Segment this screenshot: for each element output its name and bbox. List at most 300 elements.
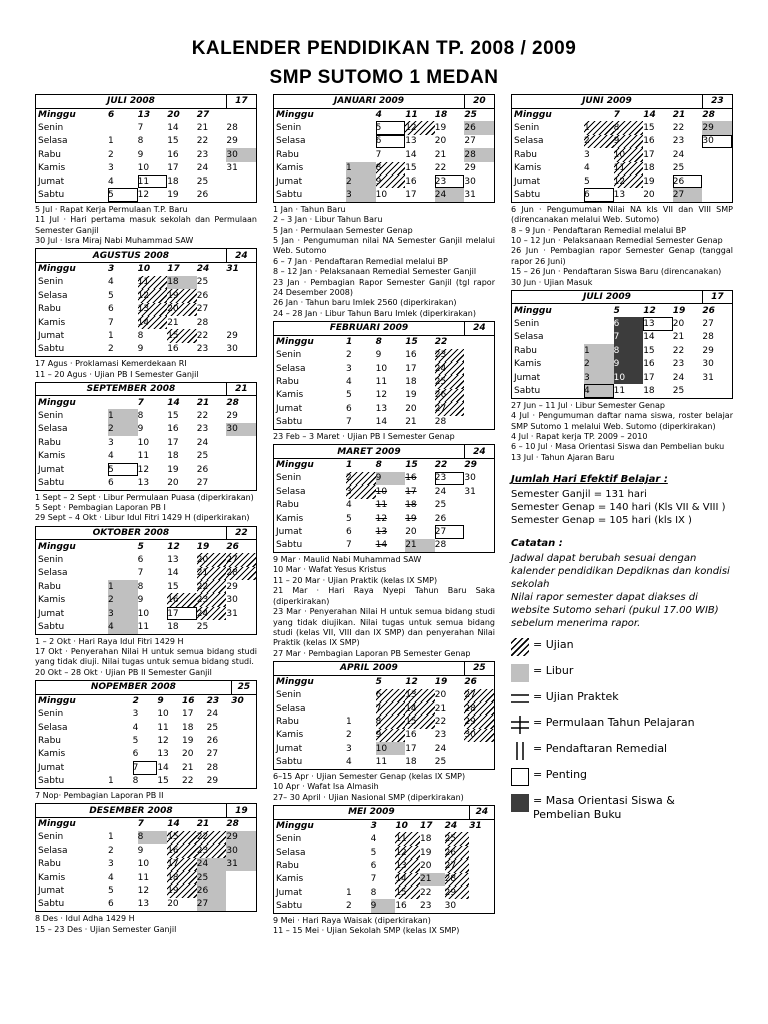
date-cell: 28 <box>226 819 239 830</box>
date-cell <box>226 108 256 121</box>
date-cell: 14 <box>167 819 180 830</box>
date-cell <box>584 108 614 121</box>
date-cell: 29 <box>226 331 238 341</box>
row-label-day: Kamis <box>514 163 542 174</box>
date-cell: 26 <box>206 736 219 747</box>
date-cell: 11 <box>157 722 169 733</box>
date-cell: 7 <box>137 397 144 408</box>
date-cell: 18 <box>405 500 417 511</box>
date-cell: 3 <box>108 437 114 448</box>
note-line: 5 Jul · Rapat Kerja Permulaan T.P. Baru <box>35 204 188 214</box>
date-cell: 6 <box>346 526 352 537</box>
date-cell: 23 <box>419 901 432 912</box>
date-cell: 12 <box>138 289 168 302</box>
month-title: FEBRUARI 2009 <box>274 322 464 335</box>
date-cell: 19 <box>643 176 655 187</box>
date-cell: 17 <box>167 858 197 871</box>
date-cell: 23 <box>435 175 465 188</box>
row-label-day: Rabu <box>38 736 61 747</box>
row-label-day: Kamis <box>38 749 66 760</box>
note-line: 15 – 23 Des · Ujian Semester Ganjil <box>35 924 177 934</box>
date-cell: 23 <box>672 359 685 370</box>
row-label-day: Sabtu <box>276 757 303 768</box>
note-line: 9 Mar · Maulid Nabi Muhammad SAW <box>273 555 422 565</box>
date-cell: 2 <box>346 472 376 485</box>
row-label-day: Jumat <box>514 372 541 383</box>
row-label-day: Kamis <box>38 163 66 174</box>
month-title: JULI 2008 <box>36 95 226 108</box>
date-cell: 2 <box>346 350 352 361</box>
date-cell <box>226 884 256 897</box>
date-cell: 23 <box>197 593 227 606</box>
note-line: 9 Mei · Hari Raya Waisak (diperkirakan) <box>273 915 431 925</box>
note-line: 1 Jan · Tahun Baru <box>273 204 346 214</box>
row-label-day: Selasa <box>38 568 68 579</box>
date-cell: 31 <box>464 486 476 497</box>
date-cell <box>231 734 256 747</box>
month-calendar <box>273 94 495 203</box>
date-cell: 2 <box>584 358 614 371</box>
month-notes <box>35 791 257 801</box>
date-cell: 19 <box>672 305 686 316</box>
date-cell: 13 <box>375 526 388 537</box>
notes-line: Jadwal dapat berubah sesuai dengan kalender pendidikan Depdiknas dan kondisi sekolah <box>511 553 730 591</box>
date-cell: 23 <box>206 696 220 707</box>
note-line: 5 Jan · Pengumuman nilai NA Semester Ganjil melalui Web. Sutomo <box>273 235 495 256</box>
column-middle <box>273 94 495 939</box>
row-label-day: Senin <box>514 123 540 134</box>
date-cell: 17 <box>167 264 180 275</box>
legend-label: = Ujian Praktek <box>533 690 619 704</box>
effective-days-count: 25 <box>231 681 256 694</box>
legend-item <box>511 768 733 786</box>
date-cell: 11 <box>137 451 150 462</box>
note-line: 6 Jun · Pengumuman Nilai NA kls VII dan VIII SMP (direncanakan melalui Web. Sutomo) <box>511 204 733 225</box>
month-calendar <box>511 94 733 203</box>
note-line: 11 – 20 Agus · Ujian PB I Semester Ganjil <box>35 369 199 379</box>
date-cell: 19 <box>405 390 417 401</box>
month-calendar <box>35 248 257 357</box>
date-cell: 7 <box>375 149 382 160</box>
date-cell: 17 <box>643 372 655 383</box>
row-label-day: Sabtu <box>38 477 65 488</box>
date-cell: 31 <box>469 821 482 832</box>
date-cell <box>346 135 376 148</box>
date-cell: 11 <box>137 621 150 632</box>
date-cell: 1 <box>108 409 138 422</box>
date-cell: 16 <box>167 593 197 606</box>
date-cell <box>226 449 256 462</box>
date-cell: 3 <box>346 188 376 201</box>
date-cell <box>226 303 256 316</box>
date-cell: 28 <box>196 317 209 328</box>
date-cell: 17 <box>167 607 197 620</box>
date-cell <box>464 742 494 755</box>
row-label-day: Jumat <box>38 608 65 619</box>
row-label-day: Rabu <box>276 149 299 160</box>
note-line: 15 – 26 Jun · Pendaftaran Siswa Baru (direncanakan) <box>511 267 722 277</box>
note-line: 8 Des · Idul Adha 1429 H <box>35 914 135 924</box>
date-cell: 1 <box>108 832 114 843</box>
date-cell: 12 <box>137 190 150 201</box>
date-cell: 15 <box>405 163 417 174</box>
date-cell: 10 <box>375 486 388 497</box>
date-cell: 4 <box>108 451 114 462</box>
row-label-day: Selasa <box>276 703 306 714</box>
month-calendar <box>511 290 733 399</box>
date-cell: 21 <box>181 762 194 773</box>
date-cell <box>346 873 371 886</box>
date-cell <box>226 436 256 449</box>
date-cell <box>226 175 256 188</box>
date-cell: 8 <box>375 337 382 348</box>
date-cell: 30 <box>444 901 457 912</box>
effective-days-count: 24 <box>464 322 494 335</box>
date-cell <box>464 512 494 525</box>
date-cell: 9 <box>614 135 644 148</box>
date-cell: 18 <box>167 451 179 462</box>
date-cell: 8 <box>137 136 144 147</box>
date-cell: 13 <box>405 136 417 147</box>
date-cell: 31 <box>226 608 238 619</box>
date-cell: 14 <box>138 316 168 329</box>
date-cell: 25 <box>196 176 209 187</box>
row-label-day: Rabu <box>276 860 299 871</box>
date-cell: 24 <box>206 709 219 720</box>
date-cell: 30 <box>702 359 714 370</box>
date-cell: 23 <box>435 349 465 362</box>
date-cell: 6 <box>370 860 377 871</box>
date-cell: 9 <box>137 344 144 355</box>
date-cell: 24 <box>435 188 465 201</box>
date-cell: 19 <box>419 847 432 858</box>
month-notes <box>35 205 257 247</box>
note-line: 4 Jul · Pengumuman daftar nama siswa, roster belajar SMP Sutomo 1 melalui Web. Sutomo (diperkirakan) <box>511 411 733 431</box>
row-label-day: Kamis <box>276 163 304 174</box>
note-line: 20 Okt – 28 Okt · Ujian PB II Semester Ganjil <box>35 667 212 677</box>
date-cell: 27 <box>196 477 209 488</box>
date-cell: 25 <box>434 757 447 768</box>
effective-days-count: 20 <box>464 95 494 108</box>
date-cell <box>464 755 494 768</box>
row-label-day: Senin <box>38 410 64 421</box>
date-cell: 18 <box>405 757 417 768</box>
date-cell: 7 <box>346 417 352 428</box>
note-line: 5 Sept · Pembagian Laporan PB I <box>35 503 166 513</box>
date-cell <box>702 162 732 175</box>
date-cell: 7 <box>133 761 158 774</box>
date-cell: 6 <box>376 689 406 702</box>
date-cell: 15 <box>395 886 420 899</box>
date-cell: 14 <box>405 702 435 715</box>
row-label-minggu: Minggu <box>38 264 76 275</box>
month-title: DESEMBER 2008 <box>36 804 226 817</box>
row-label-day: Jumat <box>276 526 303 537</box>
date-cell: 1 <box>108 331 114 341</box>
date-cell: 8 <box>376 162 406 175</box>
date-cell: 22 <box>434 717 447 727</box>
date-cell: 15 <box>167 831 197 844</box>
row-label-day: Sabtu <box>276 417 303 428</box>
notes-line: Nilai rapor semester dapat diakses di website Sutomo sehari (pukul 17.00 WIB) sebelum menerima rapor. <box>511 592 719 630</box>
date-cell: 15 <box>167 136 179 147</box>
date-cell: 31 <box>226 264 239 275</box>
date-cell: 8 <box>137 581 144 592</box>
single-line-icon <box>511 742 529 760</box>
date-cell: 13 <box>395 859 420 872</box>
date-cell: 17 <box>181 709 194 720</box>
date-cell: 6 <box>346 403 352 414</box>
date-cell: 4 <box>346 757 352 768</box>
row-label-day: Selasa <box>276 136 306 147</box>
date-cell: 16 <box>167 149 179 160</box>
row-label-day: Senin <box>276 834 302 845</box>
date-cell: 7 <box>137 819 144 830</box>
date-cell: 26 <box>197 884 227 897</box>
date-cell: 22 <box>434 337 448 348</box>
month-title: OKTOBER 2008 <box>36 527 226 540</box>
legend-label: = Permulaan Tahun Pelajaran <box>533 716 695 730</box>
date-cell: 17 <box>405 363 417 374</box>
date-cell: 11 <box>375 757 388 768</box>
date-cell: 24 <box>197 607 227 620</box>
page-title: KALENDER PENDIDIKAN TP. 2008 / 2009 <box>191 38 577 59</box>
row-label-day: Kamis <box>276 390 304 401</box>
month-calendar <box>35 803 257 912</box>
month-title: MEI 2009 <box>274 806 469 819</box>
date-cell: 18 <box>181 722 194 733</box>
date-cell: 31 <box>464 190 476 201</box>
date-cell: 11 <box>138 276 168 289</box>
date-cell <box>702 148 732 161</box>
date-cell: 20 <box>167 899 179 910</box>
row-label-minggu: Minggu <box>38 696 76 707</box>
date-cell: 3 <box>346 485 376 498</box>
date-cell: 26 <box>226 541 239 552</box>
date-cell: 12 <box>137 464 150 475</box>
date-cell: 10 <box>614 371 644 384</box>
date-cell <box>464 402 494 415</box>
date-cell: 11 <box>613 386 626 397</box>
note-line: 8 – 12 Jan · Pelaksanaan Remedial Semester Ganjil <box>273 267 477 277</box>
date-cell: 26 <box>434 513 447 524</box>
month-calendar <box>273 805 495 914</box>
date-cell: 20 <box>434 136 447 147</box>
note-line: 10 – 12 Jun · Pelaksanaan Remedial Semester Genap <box>511 235 723 245</box>
date-cell: 9 <box>137 595 144 606</box>
date-cell: 29 <box>464 715 494 728</box>
date-cell: 13 <box>138 303 168 316</box>
date-cell: 6 <box>108 899 114 910</box>
date-cell: 25 <box>672 163 685 174</box>
row-label-minggu: Minggu <box>276 677 314 688</box>
legend-label: = Ujian <box>533 638 574 652</box>
date-cell: 8 <box>132 776 139 787</box>
legend-item <box>511 716 733 734</box>
date-cell: 17 <box>167 163 179 174</box>
date-cell <box>464 525 494 538</box>
date-cell: 30 <box>464 473 476 484</box>
note-line: 4 Jul · Rapat kerja TP. 2009 – 2010 <box>511 431 648 441</box>
date-cell <box>108 708 133 721</box>
row-label-day: Selasa <box>38 290 68 301</box>
row-label-day: Selasa <box>514 332 544 343</box>
date-cell: 9 <box>614 358 644 371</box>
date-cell: 5 <box>613 305 620 316</box>
date-cell: 2 <box>108 845 114 856</box>
date-cell: 5 <box>108 463 138 476</box>
note-line: 10 Apr · Wafat Isa Almasih <box>273 782 379 792</box>
month-notes <box>511 205 733 288</box>
note-line: 1 Sept – 2 Sept · Libur Permulaan Puasa (diperkirakan) <box>35 492 254 502</box>
date-cell: 31 <box>702 372 714 383</box>
row-label-day: Jumat <box>276 403 303 414</box>
date-cell: 7 <box>376 702 406 715</box>
date-cell: 18 <box>167 276 197 289</box>
date-cell: 18 <box>167 176 179 187</box>
date-cell: 30 <box>464 729 494 742</box>
note-line: 30 Jun · Ujian Masuk <box>511 277 593 287</box>
date-cell: 18 <box>643 163 655 174</box>
effective-days-line: Semester Genap = 140 hari (Kls VII & VIII ) <box>511 502 726 514</box>
date-cell <box>469 873 494 886</box>
date-cell: 15 <box>157 776 169 787</box>
legend-item <box>511 690 733 708</box>
date-cell: 3 <box>108 264 115 275</box>
date-cell: 2 <box>584 135 614 148</box>
date-cell: 12 <box>167 541 180 552</box>
date-cell: 21 <box>405 539 435 552</box>
date-cell <box>346 859 371 872</box>
row-label-day: Sabtu <box>514 386 541 397</box>
row-label-day: Sabtu <box>38 621 65 632</box>
date-cell: 19 <box>167 464 179 475</box>
date-cell: 29 <box>206 776 219 787</box>
date-cell: 20 <box>167 303 197 316</box>
date-cell: 17 <box>167 437 179 448</box>
date-cell: 14 <box>375 417 388 428</box>
legend-label: = Pendaftaran Remedial <box>533 742 668 756</box>
note-line: 11 – 20 Mar · Ujian Praktik (kelas IX SMP) <box>273 575 438 585</box>
date-cell: 19 <box>196 541 210 552</box>
row-label-day: Kamis <box>276 874 304 885</box>
date-cell <box>346 108 376 121</box>
date-cell: 22 <box>197 580 227 593</box>
note-line: 10 Mar · Wafat Yesus Kristus <box>273 565 387 575</box>
date-cell: 18 <box>419 834 432 845</box>
date-cell: 14 <box>375 540 388 551</box>
row-label-day: Kamis <box>38 317 66 328</box>
date-cell: 26 <box>196 290 209 301</box>
date-cell <box>346 702 376 715</box>
date-cell: 21 <box>434 703 447 714</box>
row-label-day: Rabu <box>276 717 299 727</box>
date-cell <box>108 721 133 734</box>
date-cell: 21 <box>672 109 686 120</box>
date-cell <box>346 689 376 702</box>
date-cell: 7 <box>137 568 144 579</box>
date-cell: 8 <box>614 344 644 357</box>
date-cell: 10 <box>137 264 151 275</box>
date-cell: 21 <box>167 317 179 328</box>
date-cell: 10 <box>395 821 408 832</box>
date-cell: 16 <box>405 350 417 361</box>
date-cell: 14 <box>643 332 655 343</box>
effective-days-count: 24 <box>226 249 256 262</box>
date-cell: 24 <box>672 372 685 383</box>
date-cell: 13 <box>157 749 169 760</box>
date-cell: 2 <box>108 344 114 355</box>
date-cell: 9 <box>375 350 382 361</box>
date-cell: 2 <box>346 175 376 188</box>
date-cell: 1 <box>346 337 353 348</box>
note-line: 29 Sept – 4 Okt · Libur Idul Fitri 1429 H (diperkirakan) <box>35 513 250 523</box>
date-cell: 22 <box>672 345 685 356</box>
date-cell: 1 <box>584 344 614 357</box>
cross-line-icon <box>511 716 529 734</box>
date-cell: 15 <box>167 581 179 592</box>
note-line: 1 – 2 Okt · Hari Raya Idul Fitri 1429 H <box>35 636 184 646</box>
date-cell: 28 <box>434 417 447 428</box>
row-label-day: Jumat <box>38 331 65 341</box>
date-cell: 21 <box>420 873 445 886</box>
date-cell: 16 <box>405 176 417 187</box>
date-cell <box>108 540 138 553</box>
date-cell <box>226 316 256 329</box>
date-cell: 8 <box>375 460 382 471</box>
date-cell: 15 <box>405 460 418 471</box>
date-cell: 3 <box>132 709 139 720</box>
date-cell: 29 <box>226 410 238 421</box>
date-cell: 7 <box>108 317 114 328</box>
date-cell: 22 <box>196 331 209 341</box>
date-cell: 13 <box>137 899 150 910</box>
date-cell: 20 <box>672 319 685 330</box>
date-cell: 27 <box>196 304 209 315</box>
date-cell: 21 <box>434 149 447 160</box>
date-cell: 29 <box>445 886 470 899</box>
note-line: 11 – 15 Mei · Ujian Sekolah SMP (kelas IX SMP) <box>273 926 460 936</box>
date-cell <box>231 775 256 788</box>
date-cell: 15 <box>405 715 435 728</box>
date-cell: 27 <box>196 109 210 120</box>
date-cell <box>226 620 256 633</box>
date-cell: 5 <box>132 736 139 747</box>
date-cell: 24 <box>434 743 447 754</box>
row-label-minggu: Minggu <box>38 541 76 552</box>
date-cell: 25 <box>464 109 477 120</box>
date-cell: 22 <box>419 887 432 898</box>
date-cell: 29 <box>464 460 477 471</box>
date-cell: 7 <box>137 123 144 134</box>
date-cell: 29 <box>226 136 238 147</box>
date-cell: 2 <box>346 730 352 741</box>
date-cell: 25 <box>196 277 209 288</box>
box-icon <box>511 768 529 786</box>
date-cell: 13 <box>167 554 179 565</box>
date-cell: 2 <box>108 149 114 160</box>
row-label-day: Selasa <box>514 136 544 147</box>
date-cell: 19 <box>167 884 197 897</box>
date-cell: 28 <box>702 109 715 120</box>
month-notes <box>35 493 257 524</box>
row-label-day: Kamis <box>38 451 66 462</box>
note-line: 23 Feb – 3 Maret · Ujian PB I Semester Genap <box>273 431 455 441</box>
date-cell: 3 <box>108 607 138 620</box>
date-cell: 21 <box>197 567 227 580</box>
date-cell: 14 <box>167 397 180 408</box>
row-label-day: Sabtu <box>276 901 303 912</box>
